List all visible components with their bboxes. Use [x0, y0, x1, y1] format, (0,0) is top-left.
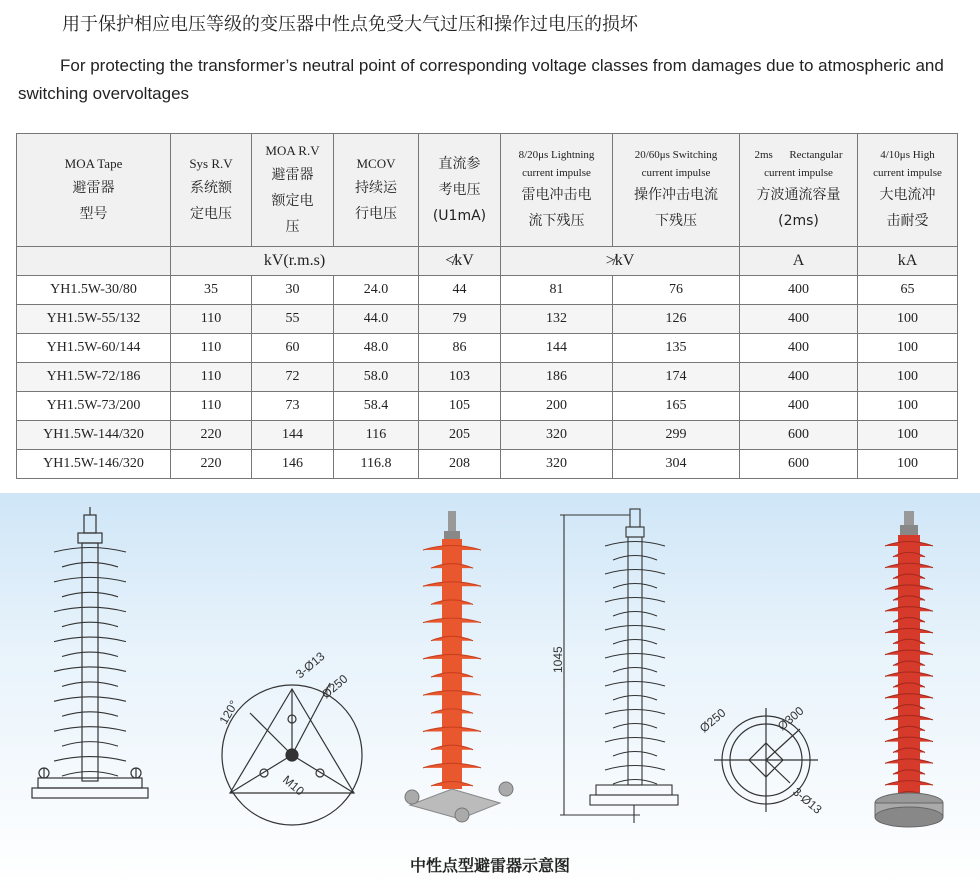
units-ka: kA: [858, 247, 958, 276]
header-dc-ref: 直流参 考电压 (U1mA): [419, 134, 501, 247]
label-diameter-1: Ø250: [318, 671, 351, 702]
cell-high-current: 100: [858, 363, 958, 392]
shed-red: [893, 770, 925, 775]
shed-outline: [605, 626, 665, 631]
table-row: [17, 334, 958, 363]
shed-orange: [423, 618, 481, 623]
units-kv-rms: kV(r.m.s): [171, 247, 419, 276]
label-angle: 120°: [216, 697, 242, 727]
cell-model: YH1.5W-73/200: [17, 392, 171, 421]
cell-moa-rv: 73: [252, 392, 334, 421]
shed-outline: [54, 667, 126, 672]
shed-red: [893, 661, 925, 666]
cell-lightning-residual: 81: [501, 276, 613, 305]
shed-outline: [605, 542, 665, 547]
label-holes-1: 3-Ø13: [292, 649, 328, 682]
cell-dc-ref: 79: [419, 305, 501, 334]
cell-rectangular-capacity: 400: [740, 392, 858, 421]
shed-outline: [613, 556, 657, 561]
units-kv-min: ≮kV: [419, 247, 501, 276]
arrester-drawing-left: [32, 507, 148, 798]
table-row: [17, 305, 958, 334]
shed-red: [893, 726, 925, 731]
cell-switching-residual: 174: [613, 363, 740, 392]
shed-red: [885, 607, 933, 612]
shed-outline: [54, 727, 126, 732]
shed-outline: [62, 652, 118, 657]
shed-outline: [613, 668, 657, 673]
cell-moa-rv: 146: [252, 450, 334, 479]
shed-outline: [54, 548, 126, 553]
table-row: [17, 450, 958, 479]
label-inner-diameter: Ø250: [696, 705, 729, 736]
cell-lightning-residual: 144: [501, 334, 613, 363]
figure-caption: 中性点型避雷器示意图: [409, 856, 570, 875]
header-mcov: MCOV 持续运 行电压: [334, 134, 419, 247]
shed-red: [885, 759, 933, 764]
table-row: [17, 276, 958, 305]
header-sys-rv: Sys R.V 系统额 定电压: [171, 134, 252, 247]
shed-outline: [605, 570, 665, 575]
shed-outline: [613, 640, 657, 645]
shed-outline: [54, 757, 126, 762]
title-english: For protecting the transformer’s neutral point of corresponding voltage classes from damages due to atmospheric and switching overvoltages: [18, 56, 944, 103]
shed-orange: [423, 691, 481, 696]
shed-red: [885, 563, 933, 568]
shed-orange: [423, 582, 481, 587]
cell-switching-residual: 304: [613, 450, 740, 479]
cell-sys-rv: 220: [171, 450, 252, 479]
shed-outline: [62, 772, 118, 777]
shed-orange: [431, 709, 473, 714]
shed-outline: [62, 622, 118, 627]
shed-orange: [431, 745, 473, 750]
cell-mcov: 44.0: [334, 305, 419, 334]
shed-outline: [54, 637, 126, 642]
shed-outline: [613, 696, 657, 701]
illustration-panel: [0, 493, 980, 886]
cell-model: YH1.5W-60/144: [17, 334, 171, 363]
cell-high-current: 65: [858, 276, 958, 305]
cell-high-current: 100: [858, 450, 958, 479]
table-row: [17, 392, 958, 421]
shed-outline: [54, 607, 126, 612]
cell-dc-ref: 205: [419, 421, 501, 450]
shed-red: [893, 596, 925, 601]
cell-model: YH1.5W-72/186: [17, 363, 171, 392]
cell-dc-ref: 208: [419, 450, 501, 479]
cell-switching-residual: 126: [613, 305, 740, 334]
shed-red: [885, 694, 933, 699]
shed-red: [885, 781, 933, 786]
cell-switching-residual: 135: [613, 334, 740, 363]
shed-red: [885, 715, 933, 720]
shed-orange: [431, 600, 473, 605]
header-high-current: 4/10μs High current impulse 大电流冲 击耐受: [858, 134, 958, 247]
shed-orange: [431, 673, 473, 678]
shed-red: [885, 737, 933, 742]
cell-lightning-residual: 132: [501, 305, 613, 334]
title-chinese: 用于保护相应电压等级的变压器中性点免受大气过压和操作过电压的损坏: [62, 14, 638, 35]
shed-red: [885, 542, 933, 547]
shed-outline: [613, 612, 657, 617]
cell-high-current: 100: [858, 334, 958, 363]
cell-moa-rv: 144: [252, 421, 334, 450]
shed-outline: [62, 562, 118, 567]
cell-moa-rv: 55: [252, 305, 334, 334]
cell-lightning-residual: 320: [501, 421, 613, 450]
cell-switching-residual: 165: [613, 392, 740, 421]
shed-outline: [613, 752, 657, 757]
shed-outline: [613, 724, 657, 729]
arrester-photo-orange: [405, 511, 513, 822]
cell-model: YH1.5W-30/80: [17, 276, 171, 305]
shed-red: [885, 650, 933, 655]
shed-outline: [54, 697, 126, 702]
cell-mcov: 116.8: [334, 450, 419, 479]
cell-rectangular-capacity: 400: [740, 363, 858, 392]
arrester-photo-red: [875, 511, 943, 827]
table-header-row: [17, 134, 958, 247]
label-outer-diameter: Ø300: [774, 703, 807, 734]
shed-outline: [62, 682, 118, 687]
header-switching: 20/60μs Switching current impulse 操作冲击电流 下残压: [613, 134, 740, 247]
shed-outline: [605, 598, 665, 603]
shed-outline: [62, 712, 118, 717]
cell-rectangular-capacity: 400: [740, 334, 858, 363]
header-moa-rv: MOA R.V 避雷器 额定电 压: [252, 134, 334, 247]
cell-mcov: 24.0: [334, 276, 419, 305]
units-a: A: [740, 247, 858, 276]
shed-orange: [431, 564, 473, 569]
shed-red: [893, 639, 925, 644]
shed-red: [885, 585, 933, 590]
shed-outline: [605, 710, 665, 715]
shed-outline: [605, 766, 665, 771]
cell-sys-rv: 35: [171, 276, 252, 305]
cell-high-current: 100: [858, 305, 958, 334]
shed-red: [893, 574, 925, 579]
shed-outline: [613, 584, 657, 589]
shed-red: [893, 683, 925, 688]
shed-orange: [423, 546, 481, 551]
shed-orange: [423, 763, 481, 768]
table-row: [17, 363, 958, 392]
illustration-svg: [0, 493, 980, 886]
spec-table: [16, 133, 958, 479]
shed-orange: [431, 782, 473, 787]
base-plate-drawing-1: [222, 683, 362, 825]
shed-red: [893, 618, 925, 623]
cell-dc-ref: 86: [419, 334, 501, 363]
shed-orange: [423, 654, 481, 659]
shed-red: [893, 748, 925, 753]
cell-dc-ref: 44: [419, 276, 501, 305]
cell-rectangular-capacity: 600: [740, 421, 858, 450]
shed-outline: [62, 742, 118, 747]
cell-sys-rv: 110: [171, 392, 252, 421]
label-holes-2: 3-Ø13: [790, 784, 825, 817]
cell-sys-rv: 110: [171, 305, 252, 334]
cell-mcov: 58.0: [334, 363, 419, 392]
cell-mcov: 48.0: [334, 334, 419, 363]
cell-rectangular-capacity: 400: [740, 305, 858, 334]
header-model: MOA Tape 避雷器 型号: [17, 134, 171, 247]
shed-red: [885, 628, 933, 633]
cell-mcov: 116: [334, 421, 419, 450]
cell-model: YH1.5W-144/320: [17, 421, 171, 450]
shed-orange: [431, 636, 473, 641]
shed-outline: [62, 592, 118, 597]
shed-orange: [423, 727, 481, 732]
label-height: 1045: [551, 646, 565, 673]
shed-red: [893, 705, 925, 710]
cell-dc-ref: 103: [419, 363, 501, 392]
cell-sys-rv: 110: [171, 363, 252, 392]
arrester-drawing-right: [560, 509, 678, 823]
cell-model: YH1.5W-55/132: [17, 305, 171, 334]
cell-lightning-residual: 200: [501, 392, 613, 421]
shed-outline: [54, 577, 126, 582]
header-lightning: 8/20μs Lightning current impulse 雷电冲击电 流下残压: [501, 134, 613, 247]
label-bolt: M10: [280, 772, 307, 799]
cell-moa-rv: 60: [252, 334, 334, 363]
cell-high-current: 100: [858, 421, 958, 450]
cell-sys-rv: 220: [171, 421, 252, 450]
units-kv-max: ≯kV: [501, 247, 740, 276]
cell-rectangular-capacity: 400: [740, 276, 858, 305]
shed-outline: [605, 654, 665, 659]
cell-lightning-residual: 186: [501, 363, 613, 392]
shed-outline: [613, 780, 657, 785]
cell-high-current: 100: [858, 392, 958, 421]
cell-moa-rv: 72: [252, 363, 334, 392]
table-row: [17, 421, 958, 450]
cell-switching-residual: 76: [613, 276, 740, 305]
shed-red: [885, 672, 933, 677]
cell-rectangular-capacity: 600: [740, 450, 858, 479]
cell-sys-rv: 110: [171, 334, 252, 363]
cell-dc-ref: 105: [419, 392, 501, 421]
shed-red: [893, 552, 925, 557]
cell-mcov: 58.4: [334, 392, 419, 421]
cell-lightning-residual: 320: [501, 450, 613, 479]
cell-moa-rv: 30: [252, 276, 334, 305]
cell-switching-residual: 299: [613, 421, 740, 450]
shed-outline: [605, 738, 665, 743]
cell-model: YH1.5W-146/320: [17, 450, 171, 479]
table-units-row: [17, 247, 958, 276]
shed-outline: [605, 682, 665, 687]
header-rectangular: 2ms Rectangular current impulse 方波通流容量 (2ms): [740, 134, 858, 247]
units-blank: [17, 247, 171, 276]
